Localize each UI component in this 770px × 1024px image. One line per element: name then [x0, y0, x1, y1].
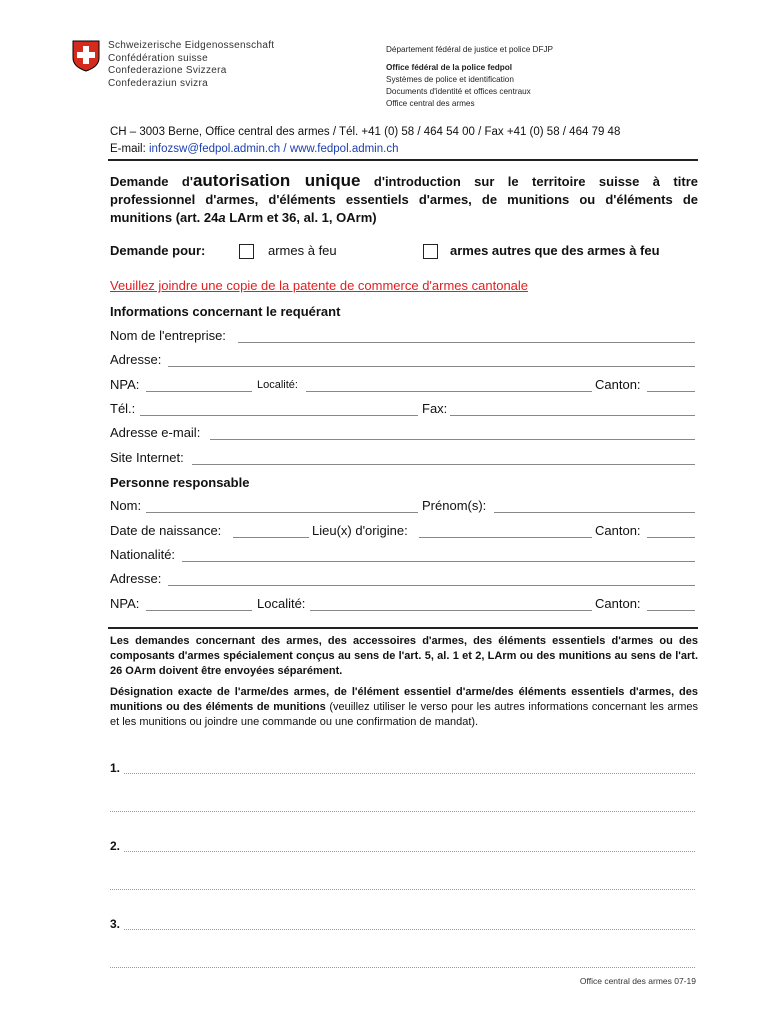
item-1-line-2[interactable]	[110, 811, 695, 812]
demande-label: Demande pour:	[110, 243, 206, 258]
item-3-number: 3.	[110, 917, 121, 931]
locality-field[interactable]	[306, 391, 592, 392]
origin-label: Lieu(x) d'origine:	[312, 523, 408, 538]
phone-field[interactable]	[140, 415, 418, 416]
fax-field[interactable]	[450, 415, 695, 416]
footer-version: Office central des armes 07-19	[579, 976, 696, 986]
responsable-npa-label: NPA:	[110, 596, 140, 611]
responsable-canton-field[interactable]	[647, 537, 695, 538]
npa-field[interactable]	[146, 391, 252, 392]
confederation-names	[108, 40, 274, 90]
birth-date-field[interactable]	[233, 537, 309, 538]
unit-3: Office central des armes	[386, 99, 475, 108]
item-3-line-2[interactable]	[110, 967, 695, 968]
responsable-canton2-field[interactable]	[647, 610, 695, 611]
email-label: E-mail:	[110, 143, 146, 155]
link-separator: /	[283, 143, 287, 155]
confederation-rm: Confederaziun svizra	[108, 77, 208, 89]
separate-requests-note: Les demandes concernant des armes, des accessoires d'armes, des éléments essentiels d'armes ou des composants d'armes spécialement conçus au sens de l'art. 5, al. 1 et 2, LArm ou des munitions au sens de l'art. 26 OArm doivent être envoyées séparément.	[110, 635, 698, 677]
nationality-label: Nationalité:	[110, 547, 176, 562]
unit-2: Documents d'identité et offices centraux	[386, 87, 531, 96]
header-divider	[108, 159, 698, 161]
section-divider	[108, 627, 698, 629]
confederation-it: Confederazione Svizzera	[108, 65, 227, 76]
website-field[interactable]	[192, 464, 695, 465]
checkbox-armes-a-feu[interactable]	[239, 244, 254, 259]
email-link[interactable]: infozsw@fedpol.admin.ch	[148, 143, 281, 155]
responsable-heading: Personne responsable	[110, 475, 250, 490]
responsable-locality-field[interactable]	[310, 610, 592, 611]
npa-label: NPA:	[110, 377, 140, 392]
designation-instructions: Désignation exacte de l'arme/des armes, de l'élément essentiel d'arme/des éléments essentiels d'armes, des munitions ou des éléments de munitions (veuillez utiliser le verso pour les autres informations concernant les armes et les munitions ou joindre une commande ou une confirmation de mandat).	[110, 686, 698, 728]
confederation-fr: Confédération suisse	[108, 52, 208, 64]
fax-label: Fax:	[422, 401, 448, 416]
canton-field[interactable]	[647, 391, 695, 392]
last-name-label: Nom:	[110, 498, 142, 513]
address-field[interactable]	[168, 366, 695, 367]
checkbox-armes-autres[interactable]	[423, 244, 438, 259]
item-2-number: 2.	[110, 839, 121, 853]
option-armes-a-feu: armes à feu	[268, 243, 337, 258]
company-name-field[interactable]	[238, 342, 695, 343]
patent-notice: Veuillez joindre une copie de la patente de commerce d'armes cantonale	[110, 278, 529, 293]
demande-row	[110, 243, 698, 263]
responsable-npa-field[interactable]	[146, 610, 252, 611]
requerant-heading: Informations concernant le requérant	[110, 304, 341, 319]
form-title: Demande d'autorisation unique d'introduction sur le territoire suisse à titre professionnel d'armes, d'éléments essentiels d'armes, de munitions ou d'éléments de munitions (art. 24a LArm et 36, al. 1, OArm)	[110, 171, 698, 225]
canton-label: Canton:	[595, 377, 641, 392]
email-address-field[interactable]	[210, 439, 695, 440]
birth-date-label: Date de naissance:	[110, 523, 222, 538]
department-block	[386, 44, 553, 110]
swiss-cross-icon	[72, 40, 100, 72]
address-label: Adresse:	[110, 352, 162, 367]
website-label: Site Internet:	[110, 450, 184, 465]
item-2-line-2[interactable]	[110, 889, 695, 890]
responsable-address-label: Adresse:	[110, 571, 162, 586]
unit-1: Systèmes de police et identification	[386, 75, 514, 84]
responsable-locality-label: Localité:	[257, 596, 306, 611]
first-name-label: Prénom(s):	[422, 498, 487, 513]
website-link[interactable]: www.fedpol.admin.ch	[289, 143, 399, 155]
office-name: Office fédéral de la police fedpol	[386, 63, 513, 72]
responsable-address-field[interactable]	[168, 585, 695, 586]
contact-address: CH – 3003 Berne, Office central des armes / Tél. +41 (0) 58 / 464 54 00 / Fax +41 (0) 58 / 464 79 48	[110, 126, 621, 138]
origin-field[interactable]	[419, 537, 592, 538]
company-name-label: Nom de l'entreprise:	[110, 328, 226, 343]
last-name-field[interactable]	[146, 512, 418, 513]
department-name: Département fédéral de justice et police DFJP	[386, 45, 554, 54]
locality-label: Localité:	[257, 379, 298, 391]
confederation-de: Schweizerische Eidgenossenschaft	[108, 40, 275, 51]
phone-label: Tél.:	[110, 401, 136, 416]
item-3-line-1[interactable]	[124, 929, 695, 930]
first-name-field[interactable]	[494, 512, 695, 513]
item-1-number: 1.	[110, 761, 121, 775]
email-address-label: Adresse e-mail:	[110, 425, 201, 440]
option-armes-autres: armes autres que des armes à feu	[450, 243, 660, 258]
contact-block	[110, 124, 620, 158]
item-1-line-1[interactable]	[124, 773, 695, 774]
nationality-field[interactable]	[182, 561, 695, 562]
responsable-canton2-label: Canton:	[595, 596, 641, 611]
title-emphasis: autorisation unique	[192, 171, 361, 190]
responsable-canton-label: Canton:	[595, 523, 641, 538]
item-2-line-1[interactable]	[124, 851, 695, 852]
